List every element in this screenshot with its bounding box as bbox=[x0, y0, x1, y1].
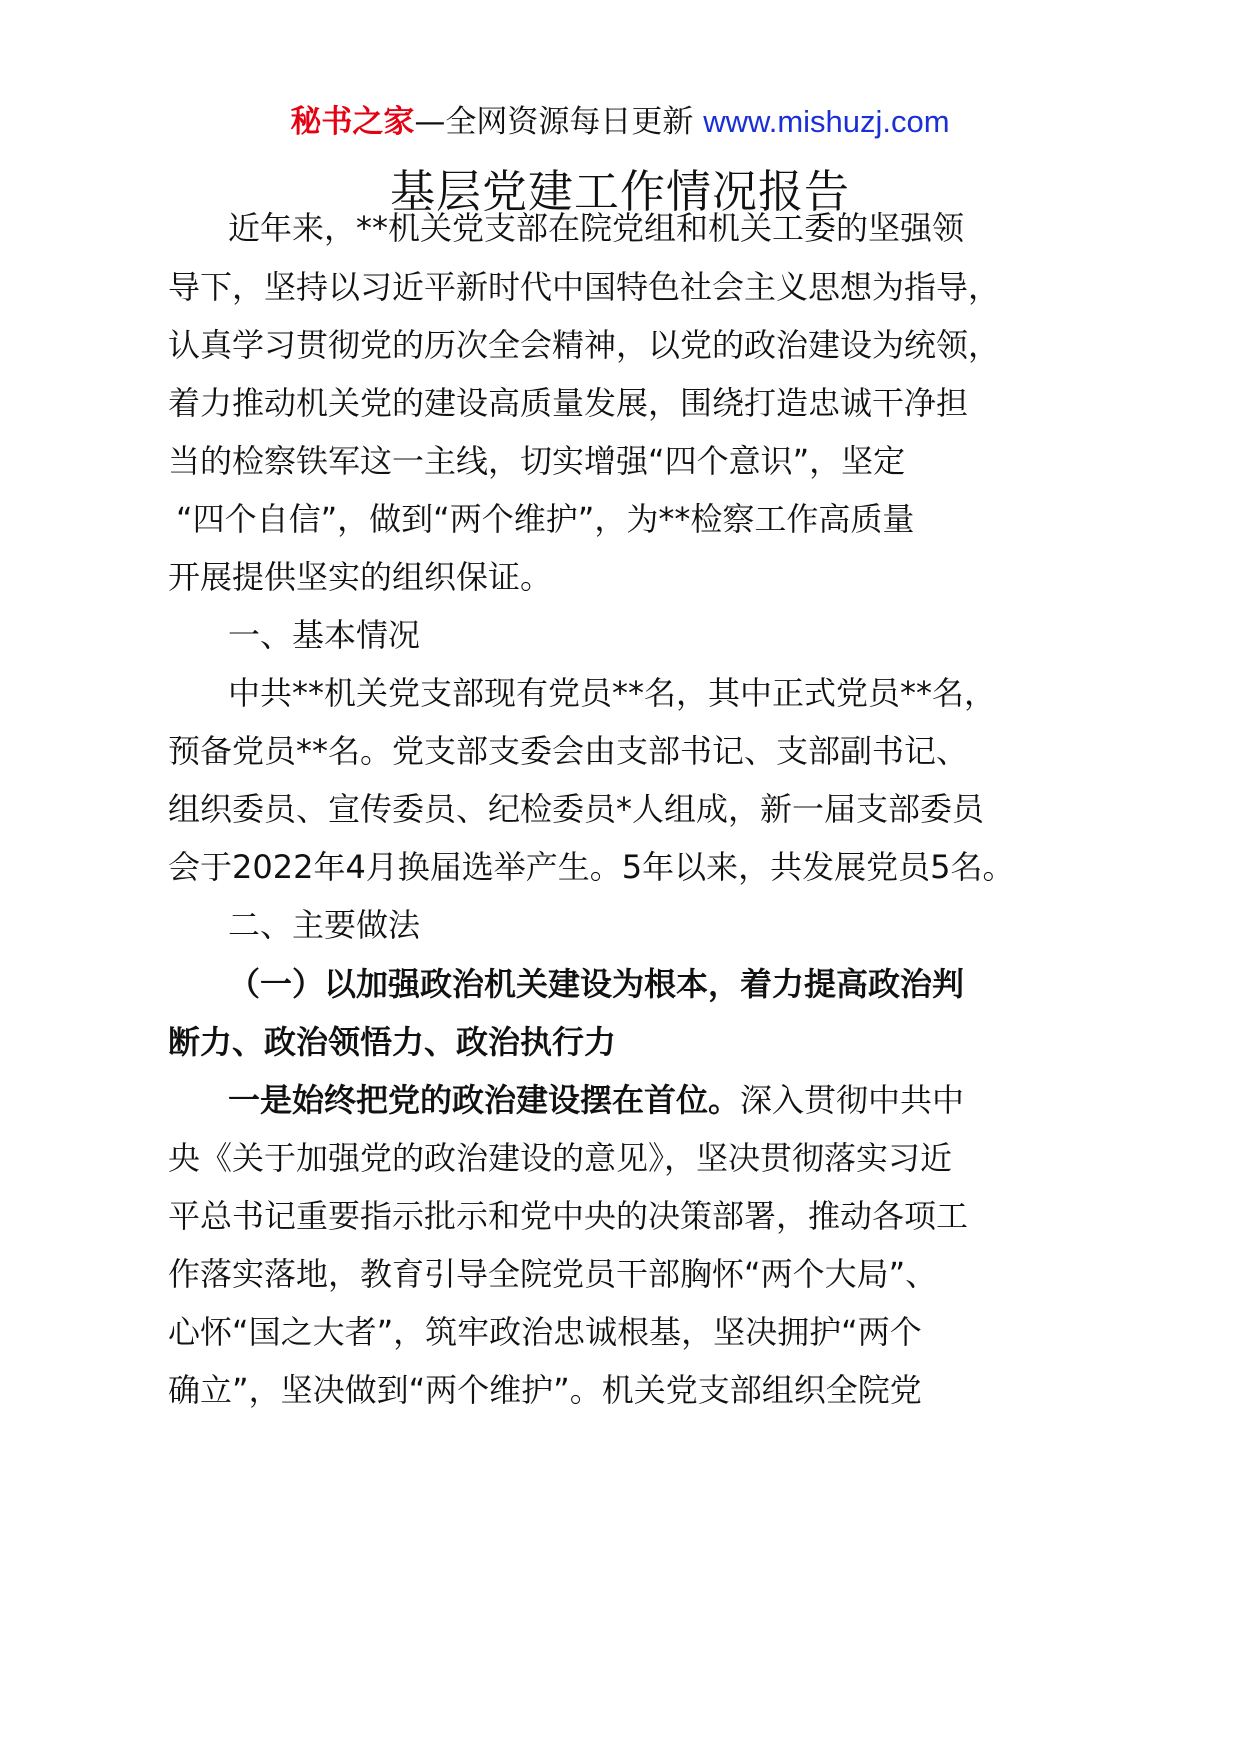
subheading-line-1: （一）以加强政治机关建设为根本，着力提高政治判 bbox=[228, 965, 965, 1003]
basic-line-2: 预备党员**名。党支部支委会由支部书记、支部副书记、 bbox=[168, 732, 969, 770]
site-brand: 秘书之家 bbox=[290, 104, 415, 140]
document-title: 基层党建工作情况报告 bbox=[389, 165, 850, 218]
site-header bbox=[0, 100, 1240, 144]
section-heading-practices: 二、主要做法 bbox=[228, 906, 421, 944]
site-url-link[interactable]: www.mishuzj.com bbox=[703, 104, 950, 139]
point-one-rest: 深入贯彻中共中 bbox=[740, 1081, 965, 1119]
basic-line-1: 中共**机关党支部现有党员**名，其中正式党员**名， bbox=[228, 674, 997, 712]
point-one-line-1 bbox=[228, 1078, 964, 1122]
intro-line-2: 导下，坚持以习近平新时代中国特色社会主义思想为指导， bbox=[168, 268, 1001, 306]
point-one-line-6: 确立”，坚决做到“两个维护”。机关党支部组织全院党 bbox=[168, 1371, 922, 1409]
section-heading-basic: 一、基本情况 bbox=[228, 616, 421, 654]
basic-line-3: 组织委员、宣传委员、纪检委员*人组成，新一届支部委员 bbox=[168, 790, 985, 828]
intro-line-6: “四个自信”，做到“两个维护”，为**检察工作高质量 bbox=[176, 500, 915, 538]
point-one-line-3: 平总书记重要指示批示和党中央的决策部署，推动各项工 bbox=[168, 1197, 969, 1235]
intro-line-1: 近年来，**机关党支部在院党组和机关工委的坚强领 bbox=[228, 209, 965, 247]
site-tagline: —全网资源每日更新 bbox=[414, 104, 694, 140]
intro-line-5: 当的检察铁军这一主线，切实增强“四个意识”，坚定 bbox=[168, 442, 906, 480]
basic-line-4: 会于2022年4月换届选举产生。5年以来，共发展党员5名。 bbox=[168, 848, 1015, 886]
point-one-line-4: 作落实落地，教育引导全院党员干部胸怀“两个大局”、 bbox=[168, 1255, 938, 1293]
intro-line-4: 着力推动机关党的建设高质量发展，围绕打造忠诚干净担 bbox=[168, 384, 969, 422]
intro-line-3: 认真学习贯彻党的历次全会精神，以党的政治建设为统领， bbox=[168, 326, 1001, 364]
point-one-line-2: 央《关于加强党的政治建设的意见》，坚决贯彻落实习近 bbox=[168, 1139, 953, 1177]
point-one-line-5: 心怀“国之大者”，筑牢政治忠诚根基，坚决拥护“两个 bbox=[168, 1313, 922, 1351]
subheading-line-2: 断力、政治领悟力、政治执行力 bbox=[168, 1023, 617, 1061]
point-one-lead: 一是始终把党的政治建设摆在首位。 bbox=[228, 1081, 741, 1119]
intro-line-7: 开展提供坚实的组织保证。 bbox=[168, 558, 553, 596]
